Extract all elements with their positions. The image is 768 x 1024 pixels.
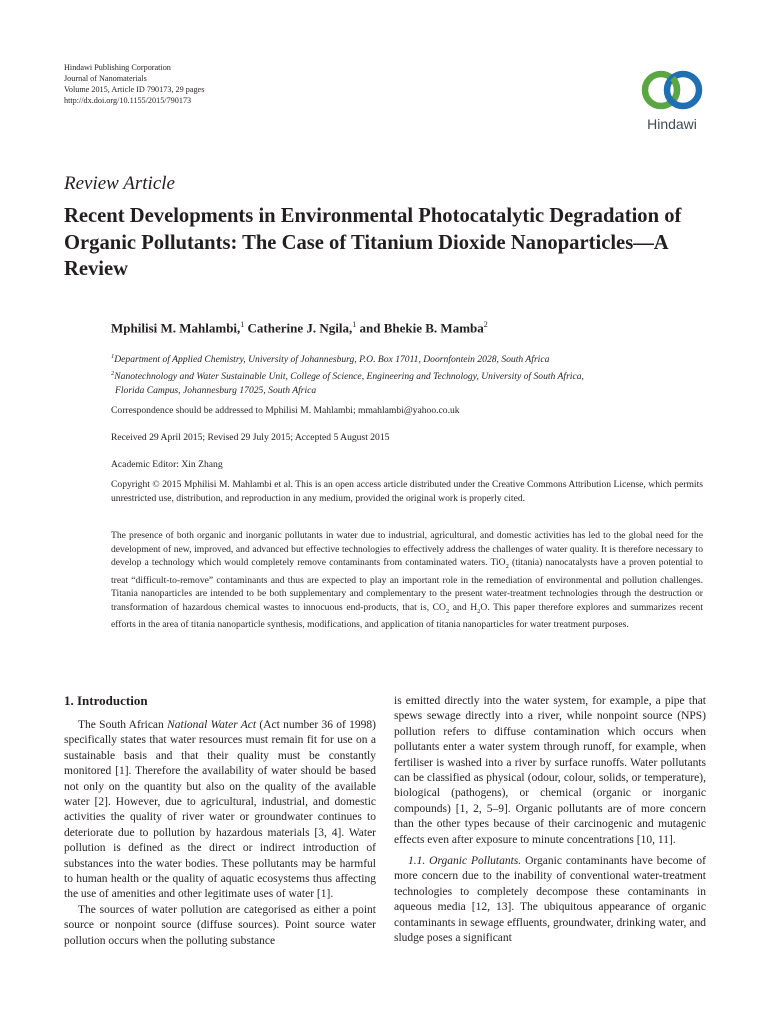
text-run: Organic contaminants have become of more concern due to the inability of conventional water-treatment technologies to completely decompose these contaminants in aqueous media [12, 13]. The ubiquitous appearance of organic contaminants in sewage effluents, groundwater, drinking water, and sludge poses a significant [394, 855, 706, 945]
paper-title: Recent Developments in Environmental Photocatalytic Degradation of Organic Pollutants: The Case of Titanium Dioxide Nanoparticles—A Review [64, 205, 682, 281]
abstract [111, 529, 703, 632]
affil-num: 2 [111, 370, 115, 378]
affil-text: Department of Applied Chemistry, University of Johannesburg, P.O. Box 17011, Doornfontein 2028, South Africa [114, 354, 550, 366]
subsection-heading: 1.1. Organic Pollutants. [408, 855, 522, 868]
logo-text: Hindawi [647, 116, 697, 132]
text-run: (Act number 36 of 1998) specifically states that water resources must remain fit for use on a sustainable basis and that their quality must be constantly monitored [1]. Therefore the availability of water should be based not only on the quantity but also on the quality of the available water [2]. However, due to agricultural, industrial, and domestic activities the quality of river water or groundwater continues to deteriorate due to pollution by hazardous materials [3, 4]. Water pollution is defined as the direct or indirect introduction of substances into the water bodies. These pollutants may be harmful to human health or the quality of aquatic ecosystems thus affecting the use of amenities and other legitimate uses of water [1]. [64, 719, 376, 901]
correspondence: Correspondence should be addressed to Mphilisi M. Mahlambi; mmahlambi@yahoo.co.uk [111, 405, 460, 416]
subscript: 2 [477, 607, 481, 615]
author-affil-sup: 1 [352, 320, 357, 329]
author-affil-sup: 2 [483, 320, 488, 329]
academic-editor: Academic Editor: Xin Zhang [111, 459, 223, 470]
affil-num: 1 [111, 353, 115, 360]
abstract-text: (titania) nanocatalysts have a proven potential to treat “difficult-to-remove” contaminants and thus are expected to play an important role in the remediation of environmental and pollution challenges. Titania nanoparticles are intended to be both supplementary and complementary to the present water-treatment technologies through the destruction or transformation of hazardous chemical wastes to innocuous end-products, that is, CO [111, 557, 703, 613]
body-paragraph: is emitted directly into the water system, for example, a pipe that spews sewage directly into a river, while nonpoint source (NPS) pollution refers to diffuse contamination which occurs when pollutants enter a water system through runoff, for example, when fertiliser is washed into a river by surface runoffs. Water pollutants can be classified as physical (odour, colour, solids, or temperature), biological (pathogens), or chemical (organic or inorganic compounds) [1, 2, 5–9]. Organic pollutants are of more concern than the other types because of their carcinogenic and mutagenic effects even after exposure to minute concentrations [10, 11]. [394, 695, 706, 846]
author-name: Catherine J. Ngila, [247, 320, 353, 336]
body-paragraph [394, 854, 706, 946]
left-column [64, 693, 376, 949]
right-column [394, 694, 706, 947]
body-paragraph: The sources of water pollution are categorised as either a point source or nonpoint source (diffuse sources). Point source water pollution occurs when the polluting substance [64, 903, 376, 947]
text-run: The South African [78, 719, 168, 731]
italic-text: National Water Act [167, 719, 257, 731]
doi-link[interactable]: http://dx.doi.org/10.1155/2015/790173 [64, 96, 192, 105]
subscript: 2 [505, 563, 509, 571]
copyright-notice: Copyright © 2015 Mphilisi M. Mahlambi et al. This is an open access article distributed under the Creative Commons Attribution License, which permits unrestricted use, distribution, and reproduction in any medium, provided the original work is properly cited. [111, 479, 703, 504]
section-heading: 1. Introduction [64, 693, 148, 708]
abstract-text: O. This paper therefore explores and summarizes recent efforts in the area of titania nanoparticle synthesis, modifications, and application of titania nanoparticles for water treatment purposes. [111, 601, 704, 631]
author-list [111, 320, 488, 336]
author-name: Mphilisi M. Mahlambi, [111, 320, 241, 336]
body-paragraph [64, 718, 376, 903]
author-affil-sup: 1 [240, 320, 245, 329]
journal-name: Journal of Nanomaterials [64, 74, 147, 83]
received-dates: Received 29 April 2015; Revised 29 July 2015; Accepted 5 August 2015 [111, 432, 390, 443]
affiliation-1 [111, 350, 691, 367]
subscript: 2 [446, 607, 450, 615]
affiliation-2 [111, 367, 691, 384]
hindawi-logo [636, 66, 708, 132]
abstract-text: The presence of both organic and inorganic pollutants in water due to industrial, agricultural, and domestic activities has led to the global need for the development of new, improved, and advanced but effective technologies to effectively address the challenges of water quality. It is therefore necessary to develop a technology which would completely remove contaminants from contaminated waters. TiO [111, 530, 703, 569]
abstract-text: and H [449, 601, 478, 613]
publisher-name: Hindawi Publishing Corporation [64, 63, 171, 72]
volume-info: Volume 2015, Article ID 790173, 29 pages [64, 85, 205, 94]
journal-header [64, 62, 204, 106]
author-name: and Bhekie B. Mamba [359, 320, 484, 336]
affiliations [111, 350, 691, 398]
hindawi-rings-icon [636, 66, 708, 116]
affiliation-2-cont: Florida Campus, Johannesburg 17025, South Africa [115, 385, 317, 397]
affil-text: Nanotechnology and Water Sustainable Unit, College of Science, Engineering and Technology, University of South Africa, [114, 371, 584, 383]
article-type: Review Article [64, 173, 175, 194]
